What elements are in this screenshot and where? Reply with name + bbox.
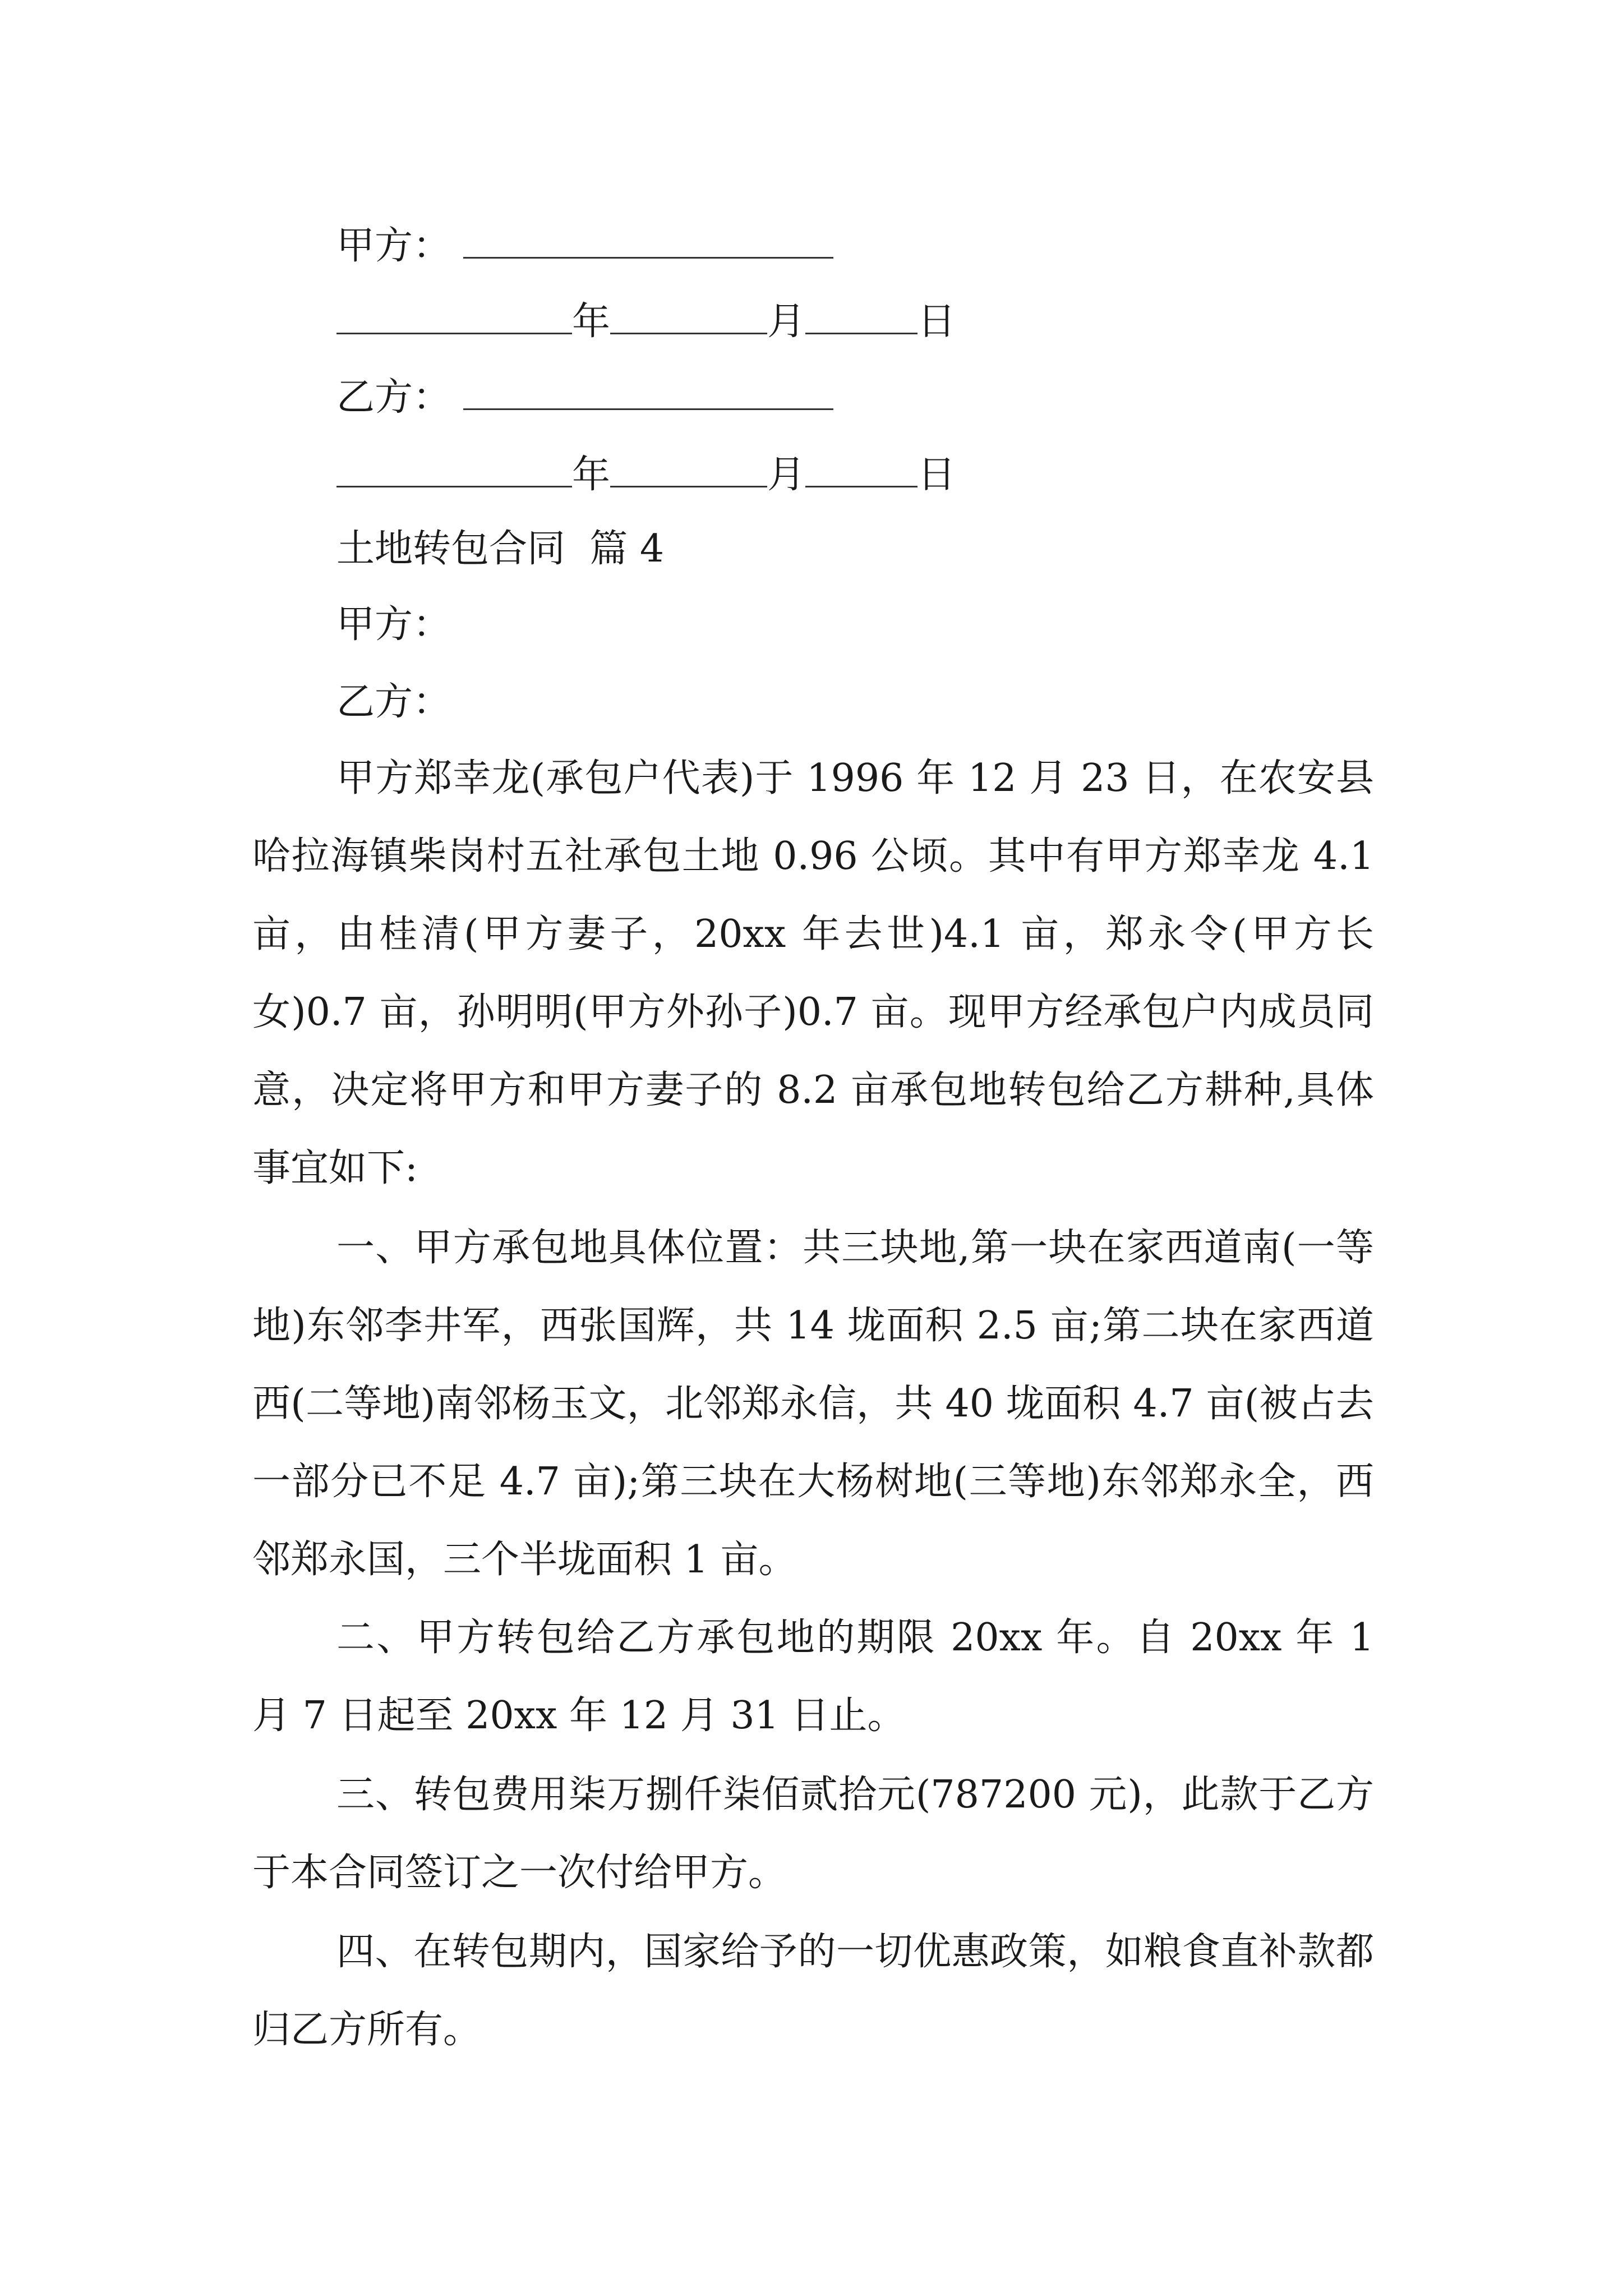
month-blank bbox=[610, 453, 767, 487]
body-paragraph: 四、在转包期内，国家给予的一切优惠政策，如粮食直补款都归乙方所有。 bbox=[252, 1930, 1374, 2052]
year-label: 年 bbox=[572, 453, 611, 497]
contract-party-a: 甲方： bbox=[336, 602, 451, 647]
day-blank bbox=[805, 453, 917, 487]
year-blank bbox=[336, 453, 572, 487]
day-label: 日 bbox=[917, 453, 956, 497]
body-paragraph: 一、甲方承包地具体位置：共三块地,第一块在家西道南(一等地)东邻李井军，西张国辉，共 14 垅面积 2.5 亩;第二块在家西道西(二等地)南邻杨玉文，北邻郑永信，共 40 垅面积 4.7 亩(被占去一部分已不足 4.7 亩);第三块在大杨树地(三等地)东邻郑永全，西邻郑永国，三个半垅面积 1 亩。 bbox=[252, 1226, 1374, 1582]
party-a-signature-line bbox=[336, 224, 833, 268]
party-a-label: 甲方： bbox=[336, 224, 451, 268]
day-label: 日 bbox=[917, 300, 956, 344]
section-title: 土地转包合同 篇 4 bbox=[336, 527, 665, 571]
body-paragraph: 甲方郑幸龙(承包户代表)于 1996 年 12 月 23 日，在农安县哈拉海镇柴岗村五社承包土地 0.96 公顷。其中有甲方郑幸龙 4.1 亩，由桂清(甲方妻子，20xx 年去世)4.1 亩，郑永令(甲方长女)0.7 亩，孙明明(甲方外孙子)0.7 亩。现甲方经承包户内成员同意，决定将甲方和甲方妻子的 8.2 亩承包地转包给乙方耕种,具体事宜如下: bbox=[252, 756, 1374, 1190]
body-paragraph: 二、甲方转包给乙方承包地的期限 20xx 年。自 20xx 年 1 月 7 日起至 20xx 年 12 月 31 日止。 bbox=[252, 1616, 1374, 1738]
contract-party-b: 乙方： bbox=[336, 680, 451, 724]
date-line-2 bbox=[336, 453, 956, 497]
party-b-signature-line bbox=[336, 375, 833, 420]
month-label: 月 bbox=[767, 300, 806, 344]
date-line-1 bbox=[336, 300, 956, 344]
year-label: 年 bbox=[572, 300, 611, 344]
party-a-blank bbox=[463, 224, 833, 259]
year-blank bbox=[336, 300, 572, 334]
party-b-label: 乙方： bbox=[336, 375, 451, 420]
day-blank bbox=[805, 300, 917, 334]
body-paragraph: 三、转包费用柒万捌仟柒佰贰拾元(787200 元)，此款于乙方于本合同签订之一次付给甲方。 bbox=[252, 1773, 1374, 1895]
month-label: 月 bbox=[767, 453, 806, 497]
month-blank bbox=[610, 300, 767, 334]
party-b-blank bbox=[463, 376, 833, 410]
